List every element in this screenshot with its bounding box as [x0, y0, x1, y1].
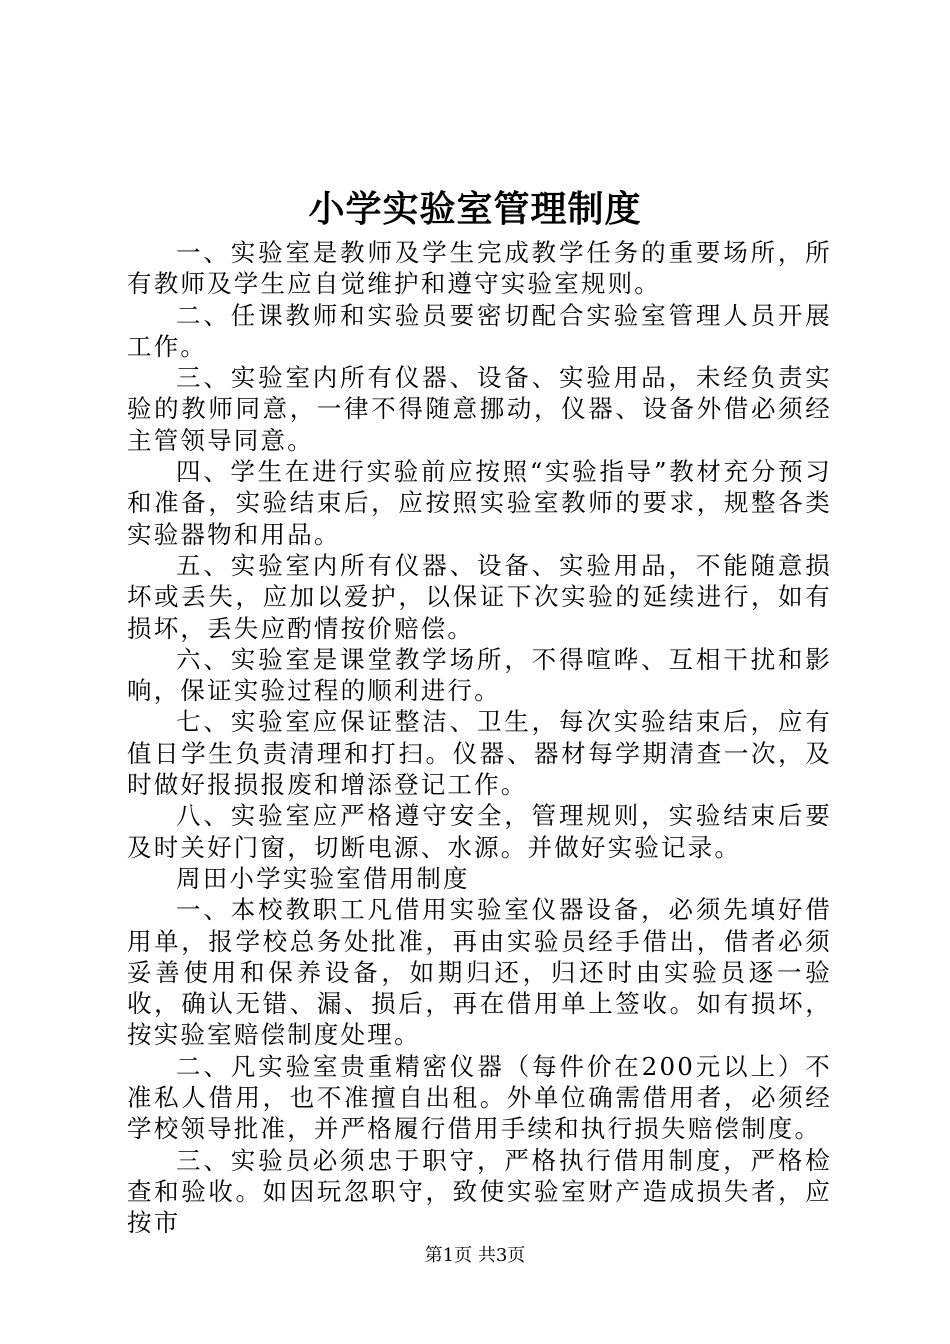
paragraph-10: 二、凡实验室贵重精密仪器（每件价在200元以上）不准私人借用，也不准擅自出租。外单位确需借用者，必须经学校领导批准，并严格履行借用手续和执行损失赔偿制度。	[127, 1051, 832, 1144]
paragraph-4: 四、学生在进行实验前应按照“实验指导”教材充分预习和准备，实验结束后，应按照实验室教师的要求，规整各类实验器物和用品。	[127, 457, 832, 549]
paragraph-5: 五、实验室内所有仪器、设备、实验用品，不能随意损坏或丢失，应加以爱护，以保证下次实验的延续进行，如有损坏，丢失应酌情按价赔偿。	[127, 550, 832, 643]
paragraph-8: 八、实验室应严格遵守安全，管理规则，实验结束后要及时关好门窗，切断电源、水源。并做好实验记录。	[127, 801, 832, 862]
document-title: 小学实验室管理制度	[308, 188, 642, 230]
paragraph-11: 三、实验员必须忠于职守，严格执行借用制度，严格检查和验收。如因玩忽职守，致使实验室财产造成损失者，应按市	[127, 1145, 832, 1238]
paragraph-1: 一、实验室是教师及学生完成教学任务的重要场所，所有教师及学生应自觉维护和遵守实验室规则。	[127, 238, 832, 299]
paragraph-9: 一、本校教职工凡借用实验室仪器设备，必须先填好借用单，报学校总务处批准，再由实验员经手借出，借者必须妥善使用和保养设备，如期归还，归还时由实验员逐一验收，确认无错、漏、损后，再在借用单上签收。如有损坏，按实验室赔偿制度处理。	[127, 895, 832, 1050]
paragraph-2: 二、任课教师和实验员要密切配合实验室管理人员开展工作。	[127, 300, 832, 361]
page-number-footer: 第1页 共3页	[424, 1245, 526, 1266]
paragraph-6: 六、实验室是课堂教学场所，不得喧哗、互相干扰和影响，保证实验过程的顺利进行。	[127, 644, 832, 706]
section-heading-borrowing-rules: 周田小学实验室借用制度	[176, 863, 470, 893]
paragraph-7: 七、实验室应保证整洁、卫生，每次实验结束后，应有值日学生负责清理和打扫。仪器、器材每学期清查一次，及时做好报损报废和增添登记工作。	[127, 707, 832, 800]
paragraph-3: 三、实验室内所有仪器、设备、实验用品，未经负责实验的教师同意，一律不得随意挪动，仪器、设备外借必须经主管领导同意。	[127, 363, 832, 455]
document-body	[127, 237, 832, 1239]
